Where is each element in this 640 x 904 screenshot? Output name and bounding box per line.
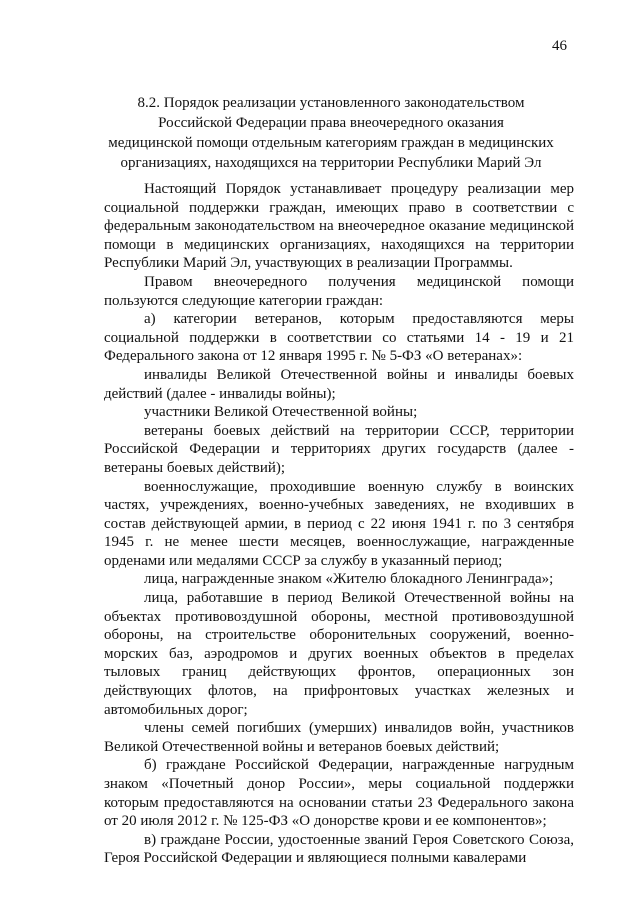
- paragraph-family-members: члены семей погибших (умерших) инвалидов войн, участников Великой Отечественной войны и ветеранов боевых действий;: [104, 720, 574, 755]
- paragraph-item-b: б) граждане Российской Федерации, награжденные нагрудным знаком «Почетный донор России», меры социальной поддержки которым предоставляются на основании статьи 23 Федерального закона от 20 июля 2012 г. № 125-ФЗ «О донорстве крови и ее компонентов»;: [104, 757, 574, 830]
- paragraph-combat-veterans: ветераны боевых действий на территории СССР, территории Российской Федерации и территориях других государств (далее - ветераны боевых действий);: [104, 422, 574, 476]
- page-number: 46: [552, 38, 567, 54]
- body-text: [104, 180, 574, 868]
- heading-line: Российской Федерации права внеочередного оказания: [158, 115, 504, 131]
- paragraph-eligibility: Правом внеочередного получения медицинской помощи пользуются следующие категории граждан:: [104, 273, 574, 309]
- paragraph-item-c: в) граждане России, удостоенные званий Героя Советского Союза, Героя Российской Федерации и являющиеся полными кавалерами: [104, 831, 574, 867]
- paragraph-item-a: а) категории ветеранов, которым предоставляются меры социальной поддержки в соответствии со статьями 14 - 19 и 21 Федерального закона от 12 января 1995 г. № 5-ФЗ «О ветеранах»:: [104, 311, 574, 365]
- paragraph-war-participants: участники Великой Отечественной войны;: [144, 404, 418, 421]
- paragraph-leningrad-siege: лица, награжденные знаком «Жителю блокадного Ленинграда»;: [144, 571, 554, 588]
- section-heading: [96, 93, 566, 173]
- heading-line: медицинской помощи отдельным категориям граждан в медицинских: [108, 135, 554, 151]
- paragraph-servicemen: военнослужащие, проходившие военную службу в воинских частях, учреждениях, военно-учебных заведениях, не входивших в состав действующей армии, в период с 22 июня 1941 г. по 3 сентября 1945 г. не менее шести месяцев, военнослужащие, награжденные орденами или медалями СССР за службу в указанный период;: [104, 478, 574, 569]
- paragraph-intro: Настоящий Порядок устанавливает процедуру реализации мер социальной поддержки граждан, имеющих право в соответствии с федеральным законодательством на внеочередное оказание медицинской помощи в медицинских организациях, находящихся на территории Республики Марий Эл, участвующих в реализации Программы.: [104, 181, 574, 272]
- paragraph-defense-workers: лица, работавшие в период Великой Отечественной войны на объектах противовоздушной обороны, местной противовоздушной обороны, на строительстве оборонительных сооружений, военно-морских баз, аэродромов и других военных объектов в пределах тыловых границ действующих фронтов, операционных зон действующих флотов, на прифронтовых участках железных и автомобильных дорог;: [104, 590, 574, 718]
- heading-line: 8.2. Порядок реализации установленного законодательством: [137, 95, 525, 111]
- heading-line: организациях, находящихся на территории Республики Марий Эл: [120, 155, 542, 171]
- paragraph-war-invalids: инвалиды Великой Отечественной войны и инвалиды боевых действий (далее - инвалиды войны);: [104, 366, 574, 402]
